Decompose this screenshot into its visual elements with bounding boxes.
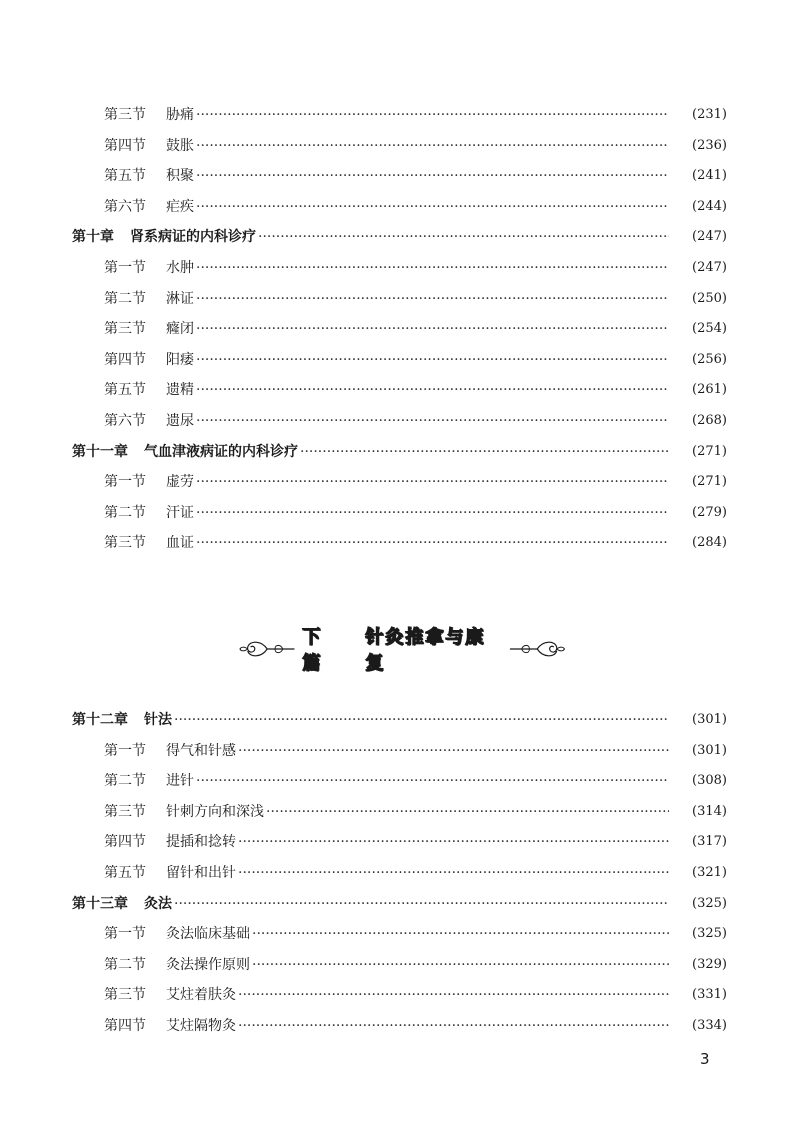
entry-title: 遗尿 [166, 413, 194, 429]
toc-section-row [0, 131, 800, 161]
entry-page: (231) [692, 107, 727, 122]
entry-title: 血证 [166, 535, 194, 552]
toc-section-row [0, 253, 800, 283]
entry-page: (244) [692, 198, 727, 214]
entry-number: 第一节 [104, 260, 146, 276]
scroll-ornament-right-icon [508, 634, 566, 664]
entry-page: (331) [692, 987, 727, 1003]
entry-page: (241) [692, 168, 727, 184]
dot-leader [300, 437, 669, 467]
entry-number: 第二节 [104, 956, 146, 973]
part-label: 下篇 [302, 627, 323, 674]
dot-leader [266, 797, 669, 827]
entry-page: (250) [692, 290, 727, 306]
toc-section-row [0, 1011, 800, 1041]
dot-leader [252, 919, 669, 949]
dot-leader [196, 406, 669, 436]
entry-number: 第二节 [104, 773, 146, 790]
part-title: 针灸推拿与康复 [365, 627, 486, 674]
entry-number: 第一节 [104, 474, 146, 491]
toc-section-row [0, 797, 800, 827]
entry-title: 进针 [166, 773, 194, 790]
part-banner [238, 627, 566, 674]
toc-section-row [0, 314, 800, 344]
toc-section-row [0, 950, 800, 980]
entry-title: 得气和针感 [166, 742, 236, 759]
entry-title: 疟疾 [166, 198, 194, 215]
entry-page: (279) [692, 504, 727, 520]
entry-number: 第二节 [104, 290, 146, 307]
entry-page: (271) [692, 474, 727, 490]
entry-title: 艾炷着肤灸 [166, 987, 236, 1004]
dot-leader [196, 131, 669, 161]
entry-number: 第五节 [104, 168, 146, 185]
dot-leader [196, 498, 669, 528]
entry-title: 鼓胀 [166, 137, 194, 154]
entry-number: 第一节 [104, 742, 146, 759]
dot-leader [238, 827, 669, 857]
entry-number: 第六节 [104, 198, 146, 215]
toc-section-row [0, 528, 800, 558]
entry-page: (308) [692, 773, 727, 789]
entry-title: 胁痛 [166, 107, 194, 123]
toc-section-row [0, 736, 800, 766]
entry-number: 第五节 [104, 382, 146, 399]
entry-title: 艾炷隔物灸 [166, 1018, 236, 1034]
toc-chapter-row [0, 437, 800, 467]
toc-section-row [0, 766, 800, 796]
toc-section-row [0, 100, 800, 130]
scroll-ornament-left-icon [238, 634, 296, 664]
entry-title: 水肿 [166, 260, 194, 276]
entry-page: (325) [692, 895, 727, 911]
entry-title: 阳痿 [166, 351, 194, 368]
entry-title: 气血津液病证的内科诊疗 [144, 443, 298, 460]
entry-title: 积聚 [166, 168, 194, 185]
toc-section-row [0, 827, 800, 857]
entry-title: 淋证 [166, 290, 194, 307]
dot-leader [196, 375, 669, 405]
entry-page: (271) [692, 443, 727, 459]
entry-title: 肾系病证的内科诊疗 [130, 229, 256, 246]
toc-section-row [0, 498, 800, 528]
dot-leader [196, 161, 669, 191]
entry-number: 第十章 [72, 229, 114, 246]
entry-page: (284) [692, 535, 727, 551]
toc-section-row [0, 345, 800, 375]
entry-number: 第五节 [104, 865, 146, 881]
dot-leader [196, 192, 669, 222]
dot-leader [174, 705, 669, 735]
page-number: 3 [700, 1050, 710, 1068]
entry-title: 针法 [144, 712, 172, 728]
entry-number: 第四节 [104, 1018, 146, 1034]
entry-title: 灸法操作原则 [166, 956, 250, 973]
entry-page: (321) [692, 865, 727, 880]
entry-number: 第三节 [104, 803, 146, 820]
entry-page: (314) [692, 803, 727, 819]
entry-page: (256) [692, 351, 727, 367]
entry-title: 虚劳 [166, 474, 194, 491]
entry-title: 提插和捻转 [166, 834, 236, 851]
dot-leader [238, 736, 669, 766]
entry-number: 第四节 [104, 351, 146, 368]
entry-page: (247) [692, 229, 727, 245]
entry-page: (236) [692, 137, 727, 153]
dot-leader [196, 284, 669, 314]
toc-section-row [0, 919, 800, 949]
entry-number: 第三节 [104, 535, 146, 552]
entry-page: (247) [692, 260, 727, 275]
dot-leader [196, 253, 669, 283]
toc-chapter-row [0, 222, 800, 252]
entry-page: (268) [692, 413, 727, 428]
dot-leader [238, 980, 669, 1010]
dot-leader [196, 100, 669, 130]
entry-page: (334) [692, 1018, 727, 1033]
entry-title: 灸法临床基础 [166, 926, 250, 943]
toc-section-row [0, 858, 800, 888]
entry-number: 第六节 [104, 413, 146, 429]
dot-leader [196, 345, 669, 375]
dot-leader [238, 858, 669, 888]
entry-number: 第一节 [104, 926, 146, 943]
entry-number: 第二节 [104, 504, 146, 521]
entry-page: (261) [692, 382, 727, 398]
toc-chapter-row [0, 705, 800, 735]
entry-number: 第四节 [104, 137, 146, 154]
entry-title: 针刺方向和深浅 [166, 803, 264, 820]
entry-number: 第三节 [104, 321, 146, 338]
dot-leader [196, 314, 669, 344]
toc-section-row [0, 375, 800, 405]
dot-leader [258, 222, 669, 252]
entry-page: (329) [692, 956, 727, 972]
entry-number: 第三节 [104, 987, 146, 1004]
entry-number: 第十一章 [72, 443, 128, 460]
entry-title: 汗证 [166, 504, 194, 521]
entry-title: 遗精 [166, 382, 194, 399]
entry-number: 第三节 [104, 107, 146, 123]
entry-page: (301) [692, 742, 727, 758]
toc-section-row [0, 406, 800, 436]
entry-title: 灸法 [144, 895, 172, 912]
toc-section-row [0, 284, 800, 314]
entry-page: (301) [692, 712, 727, 727]
dot-leader [196, 467, 669, 497]
entry-page: (317) [692, 834, 727, 850]
toc-section-row [0, 192, 800, 222]
entry-title: 留针和出针 [166, 865, 236, 881]
toc-section-row [0, 467, 800, 497]
dot-leader [196, 528, 669, 558]
toc-section-row [0, 161, 800, 191]
entry-number: 第十三章 [72, 895, 128, 912]
entry-number: 第十二章 [72, 712, 128, 728]
toc-section-row [0, 980, 800, 1010]
entry-number: 第四节 [104, 834, 146, 851]
dot-leader [196, 766, 669, 796]
dot-leader [238, 1011, 669, 1041]
toc-chapter-row [0, 889, 800, 919]
dot-leader [174, 889, 669, 919]
entry-title: 癃闭 [166, 321, 194, 338]
entry-page: (325) [692, 926, 727, 942]
entry-page: (254) [692, 321, 727, 337]
dot-leader [252, 950, 669, 980]
